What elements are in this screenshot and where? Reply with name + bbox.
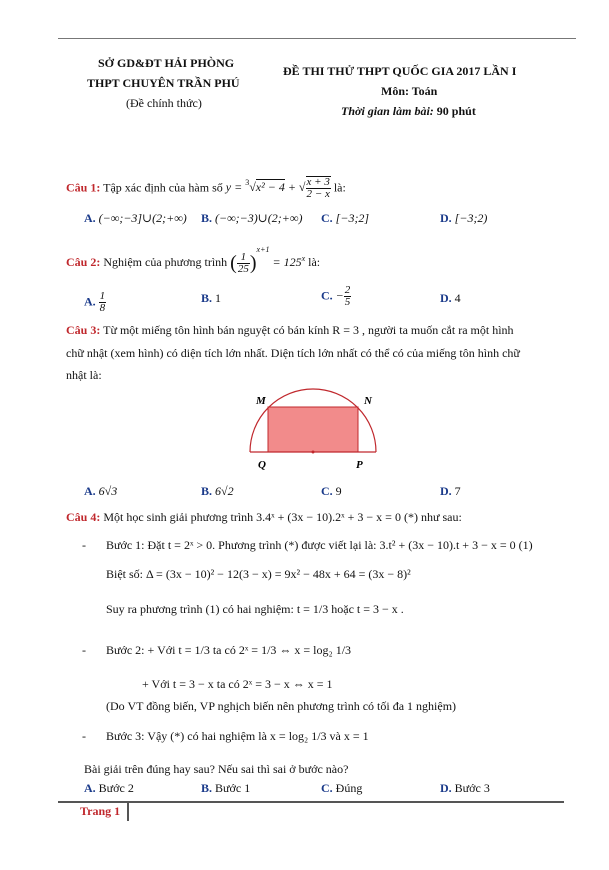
center-point (312, 451, 315, 454)
q4-option-b[interactable]: B. Bước 1 (201, 781, 251, 795)
question-4-prompt: Bài giải trên đúng hay sau? Nếu sai thì sai ở bước nào? (84, 762, 349, 776)
top-rule (58, 38, 576, 39)
question-1 (66, 176, 346, 200)
question-2-equation: ( $\frac{1}{25}$ )$^{x+1} = 125^x$ (230, 245, 306, 275)
semicircle-figure (238, 388, 388, 474)
q3-option-d[interactable]: D. 7 (440, 484, 461, 498)
q1-option-d[interactable]: D. [−3;2) (440, 211, 488, 225)
label-n: N (364, 395, 372, 407)
question-2-text: Nghiệm của phương trình (103, 255, 228, 269)
exam-time (341, 104, 476, 119)
q2-option-b[interactable]: B. 1 (201, 291, 222, 305)
question-1-text: Tập xác định của hàm số (103, 180, 223, 195)
label-q: Q (258, 459, 266, 471)
page-number: Trang 1 (80, 804, 121, 818)
inscribed-rectangle (268, 407, 358, 452)
question-3-label: Câu 3: (66, 323, 101, 337)
question-3-line-1 (66, 323, 514, 338)
discriminant: Biệt số: Δ = (3x − 10)² − 12(3 − x) = 9x² − 48x + 64 = (3x − 8)² (106, 567, 411, 581)
question-4-label: Câu 4: (66, 510, 101, 524)
question-4 (66, 510, 462, 525)
q4-option-c[interactable]: C. Đúng (321, 781, 363, 795)
question-2-options (84, 285, 514, 315)
q1-option-b[interactable]: B. (−∞;−3)∪(2;+∞) (201, 211, 303, 225)
step-2a: Bước 2: + Với t = 1/3 ta có 2ˣ = 1/3 ⇔ x = log₂ 1/3 (106, 643, 352, 657)
q3-option-b[interactable]: B. 6√2 (201, 484, 234, 498)
question-2-label: Câu 2: (66, 255, 101, 269)
q3-option-a[interactable]: A. 6√3 (84, 484, 118, 498)
question-1-label: Câu 1: (66, 180, 101, 195)
footer-divider (127, 803, 129, 821)
step-1: Bước 1: Đặt t = 2ˣ > 0. Phương trình (*) được viết lại là: 3.t² + (3x − 10).t + 3 − x = 0 (1) (106, 538, 533, 552)
step-1-bullet: - (82, 538, 86, 552)
label-p: P (356, 459, 363, 471)
header-official: (Đề chính thức) (126, 96, 202, 110)
exam-time-label: Thời gian làm bài: (341, 104, 434, 118)
question-1-function: y = $^3$√x² − 4 + √ $\frac{x + 3}{2 - x}$ (225, 176, 330, 200)
exam-title: ĐỀ THI THỬ THPT QUỐC GIA 2017 LẦN I (283, 64, 517, 78)
step-3: Bước 3: Vậy (*) có hai nghiệm là x = log₂ 1/3 và x = 1 (106, 729, 369, 743)
q2-option-d[interactable]: D. 4 (440, 291, 461, 305)
q1-option-c[interactable]: C. [−3;2] (321, 211, 370, 225)
footer-rule (58, 801, 564, 803)
question-2-tail: là: (308, 255, 321, 269)
step-2c: (Do VT đồng biến, VP nghịch biến nên phương trình có tối đa 1 nghiệm) (106, 699, 457, 713)
question-3-text-3: nhật là: (66, 368, 102, 382)
q1-option-a[interactable]: A. (−∞;−3]∪(2;+∞) (84, 211, 187, 225)
q4-option-d[interactable]: D. Bước 3 (440, 781, 490, 795)
question-2 (66, 245, 320, 275)
exam-time-value: 90 phút (436, 104, 476, 118)
step-3-bullet: - (82, 729, 86, 743)
step-2-bullet: - (82, 643, 86, 657)
exam-subject: Môn: Toán (381, 84, 438, 98)
q2-option-a[interactable]: A. $\frac{1}{8}$ (84, 290, 106, 314)
roots: Suy ra phương trình (1) có hai nghiệm: t = 1/3 hoặc t = 3 − x . (106, 602, 404, 616)
question-3-text-1: Từ một miếng tôn hình bán nguyệt có bán kính R = 3 , người ta muốn cắt ra một hình (103, 323, 514, 337)
q2-option-c[interactable]: C. − $\frac{2}{5}$ (321, 284, 351, 308)
header-dept: SỞ GD&ĐT HẢI PHÒNG (98, 56, 235, 70)
header-school: THPT CHUYÊN TRẦN PHÚ (87, 76, 240, 90)
label-m: M (256, 395, 266, 407)
q3-option-c[interactable]: C. 9 (321, 484, 342, 498)
question-1-tail: là: (333, 180, 346, 195)
q4-option-a[interactable]: A. Bước 2 (84, 781, 134, 795)
question-3-text-2: chữ nhật (xem hình) có diện tích lớn nhất. Diện tích lớn nhất có thể có của miếng tôn hình chữ (66, 346, 520, 360)
question-4-text: Một học sinh giải phương trình 3.4ˣ + (3x − 10).2ˣ + 3 − x = 0 (*) như sau: (103, 510, 462, 524)
step-2b: + Với t = 3 − x ta có 2ˣ = 3 − x ⇔ x = 1 (142, 677, 333, 691)
